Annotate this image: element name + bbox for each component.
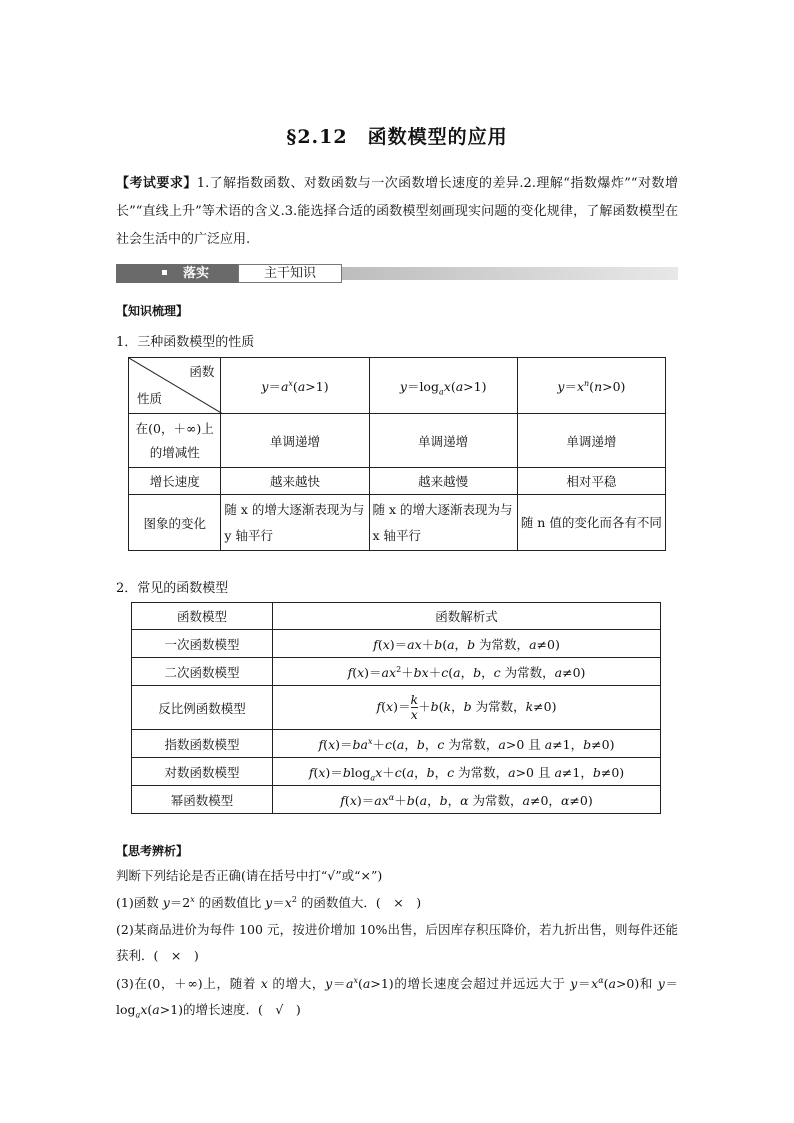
banner-dark-label: 落实 xyxy=(183,266,210,281)
model-name-power: 幂函数模型 xyxy=(132,786,273,814)
row3-cell3: 随 n 值的变化而各有不同 xyxy=(517,495,665,551)
requirement-text: 1.了解指数函数、对数函数与一次函数增长速度的差异.2.理解“指数爆炸”“对数增长”“直线上升”等术语的含义.3.能选择合适的函数模型刻画现实问题的变化规律，了解函数模型在社会生活中的广泛应用. xyxy=(116,176,678,247)
table1-col1: $y=a^x(a>1)$ xyxy=(221,358,369,414)
corner-top: 函数 xyxy=(189,364,215,379)
knowledge-heading: 【知识梳理】 xyxy=(116,304,189,318)
row2-label: 增长速度 xyxy=(129,468,221,495)
row1-cell2: 单调递增 xyxy=(369,414,517,468)
item2-heading: 2．常见的函数模型 xyxy=(116,581,229,596)
row1-cell3: 单调递增 xyxy=(517,414,665,468)
banner-dark xyxy=(116,264,238,283)
model-formula-logarithmic: f(x)＝blog$_a$x＋c(a，b，c 为常数，a>0 且 a≠1，b≠0) xyxy=(273,758,661,786)
exam-requirement xyxy=(116,170,678,254)
section-banner xyxy=(116,264,678,284)
model-formula-linear: f(x)＝ax＋b(a，b 为常数，a≠0) xyxy=(273,630,661,658)
model-name-inverse: 反比例函数模型 xyxy=(132,686,273,730)
page-title: §2.12 函数模型的应用 xyxy=(286,126,508,148)
three-models-table xyxy=(128,357,666,551)
table2-header-formula: 函数解析式 xyxy=(273,603,661,630)
model-name-linear: 一次函数模型 xyxy=(132,630,273,658)
row3-label: 图象的变化 xyxy=(129,495,221,551)
question-1: (1)函数 $y=2^x$ 的函数值比 $y=x^2$ 的函数值大．( × ) xyxy=(116,894,422,910)
row3-cell1: 随 x 的增大逐渐表现为与 y 轴平行 xyxy=(221,495,369,551)
table1-col3: $y=x^n(n>0)$ xyxy=(517,358,665,414)
row2-cell3: 相对平稳 xyxy=(517,468,665,495)
row1-label: 在(0，＋∞)上的增减性 xyxy=(129,414,221,468)
question-3: (3)在(0，＋∞)上，随着 x 的增大，$y=a^x(a>1)$的增长速度会超过并远远大于 $y=x^\alpha(a>0)$和 $y=\log_ax(a>1)$的增长速度．( √ ) xyxy=(116,975,678,1020)
model-name-exponential: 指数函数模型 xyxy=(132,730,273,758)
model-name-logarithmic: 对数函数模型 xyxy=(132,758,273,786)
model-formula-exponential: $f(x)=ba^x+c(a$，b，c 为常数，a>0 且 a≠1，b≠0) xyxy=(273,730,661,758)
model-formula-power: $f(x)=ax^\alpha+b(a$，b，α 为常数，a≠0，α≠0) xyxy=(273,786,661,814)
table1-corner xyxy=(129,358,221,414)
table2-header-model: 函数模型 xyxy=(132,603,273,630)
question-2: (2)某商品进价为每件 100 元，按进价增加 10%出售，后因库存积压降价，若九折出售，则每件还能获利．( × ) xyxy=(116,922,678,963)
row2-cell1: 越来越快 xyxy=(221,468,369,495)
row2-cell2: 越来越慢 xyxy=(369,468,517,495)
corner-bottom: 性质 xyxy=(137,391,163,406)
model-formula-inverse: f(x)＝ $\frac{k}{x}$ ＋b(k，b 为常数，k≠0) xyxy=(273,686,661,730)
item1-heading: 1．三种函数模型的性质 xyxy=(116,335,255,350)
requirement-label: 【考试要求】 xyxy=(116,176,197,191)
thinking-heading: 【思考辨析】 xyxy=(116,844,189,858)
square-icon xyxy=(162,270,167,275)
common-models-table xyxy=(131,602,661,814)
model-formula-quadratic: $f(x)=ax^2+bx+c(a$，b，c 为常数，a≠0) xyxy=(273,658,661,686)
table1-col2: $y=\log_ax(a>1)$ xyxy=(369,358,517,414)
row3-cell2: 随 x 的增大逐渐表现为与 x 轴平行 xyxy=(369,495,517,551)
model-name-quadratic: 二次函数模型 xyxy=(132,658,273,686)
banner-light-label: 主干知识 xyxy=(238,264,342,283)
row1-cell1: 单调递增 xyxy=(221,414,369,468)
thinking-intro: 判断下列结论是否正确(请在括号中打“√”或“×”) xyxy=(116,868,383,883)
